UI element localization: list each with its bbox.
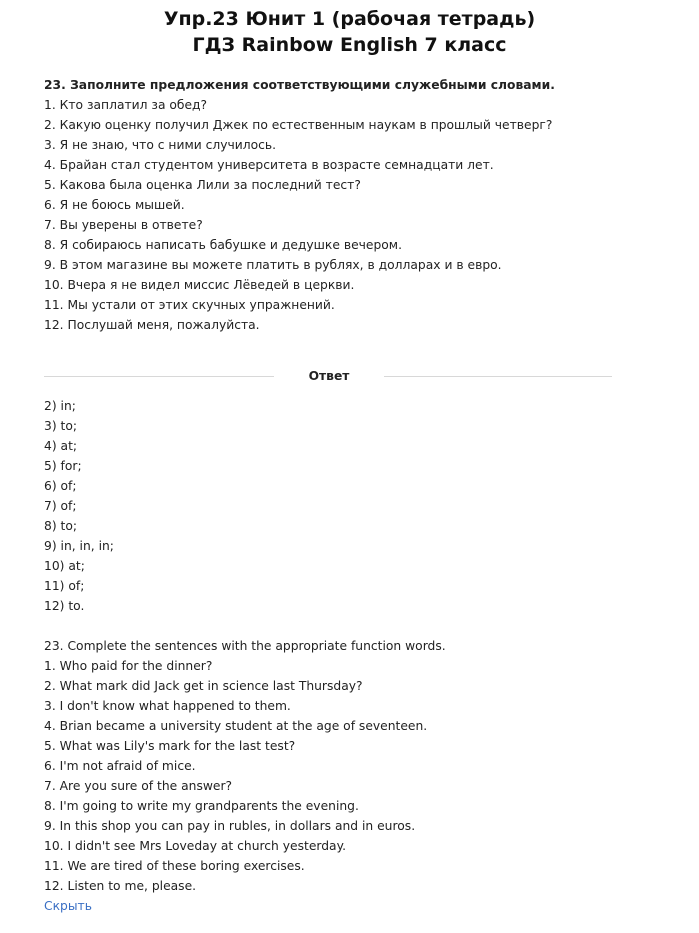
sentence-ru-3: 3. Я не знаю, что с ними случилось.	[44, 138, 277, 152]
sentence-en-1: 1. Who paid for the dinner?	[44, 659, 213, 673]
sentence-en-10: 10. I didn't see Mrs Loveday at church yesterday.	[44, 839, 346, 853]
sentence-en-5: 5. What was Lily's mark for the last test?	[44, 739, 296, 753]
sentence-ru-12: 12. Послушай меня, пожалуйста.	[44, 318, 260, 332]
task-heading-en: 23. Complete the sentences with the appropriate function words.	[44, 639, 446, 653]
sentence-ru-7: 7. Вы уверены в ответе?	[44, 218, 203, 232]
task-russian	[44, 75, 664, 335]
answer-item: 2) in;	[44, 399, 76, 413]
sentence-en-9: 9. In this shop you can pay in rubles, in dollars and in euros.	[44, 819, 416, 833]
sentence-en-12: 12. Listen to me, please.	[44, 879, 197, 893]
sentence-en-11: 11. We are tired of these boring exercises.	[44, 859, 305, 873]
sentence-en-4: 4. Brian became a university student at the age of seventeen.	[44, 719, 428, 733]
answer-item: 3) to;	[44, 419, 78, 433]
sentence-ru-10: 10. Вчера я не видел миссис Лёведей в церкви.	[44, 278, 355, 292]
sentence-en-2: 2. What mark did Jack get in science last Thursday?	[44, 679, 363, 693]
sentence-ru-11: 11. Мы устали от этих скучных упражнений.	[44, 298, 335, 312]
answer-item: 10) at;	[44, 559, 85, 573]
answer-divider	[44, 366, 612, 386]
answer-item: 5) for;	[44, 459, 82, 473]
sentence-ru-5: 5. Какова была оценка Лили за последний тест?	[44, 178, 361, 192]
answer-item: 4) at;	[44, 439, 78, 453]
sentence-en-6: 6. I'm not afraid of mice.	[44, 759, 196, 773]
sentence-ru-8: 8. Я собираюсь написать бабушке и дедушке вечером.	[44, 238, 402, 252]
hide-link[interactable]: Скрыть	[44, 899, 92, 913]
sentence-en-7: 7. Are you sure of the answer?	[44, 779, 233, 793]
task-heading-ru: 23. Заполните предложения соответствующими служебными словами.	[44, 78, 555, 92]
sentence-ru-2: 2. Какую оценку получил Джек по естественным наукам в прошлый четверг?	[44, 118, 553, 132]
answer-item: 8) to;	[44, 519, 78, 533]
answer-item: 6) of;	[44, 479, 77, 493]
answer-item: 7) of;	[44, 499, 77, 513]
answer-item: 12) to.	[44, 599, 85, 613]
sentence-ru-9: 9. В этом магазине вы можете платить в рублях, в долларах и в евро.	[44, 258, 502, 272]
answer-item: 11) of;	[44, 579, 85, 593]
divider-rule-left	[44, 376, 274, 377]
sentence-ru-4: 4. Брайан стал студентом университета в возрасте семнадцати лет.	[44, 158, 494, 172]
page-title-line-1: Упр.23 Юнит 1 (рабочая тетрадь)	[163, 8, 536, 30]
task-english	[44, 636, 664, 896]
answer-heading: Ответ	[308, 369, 350, 383]
answer-item: 9) in, in, in;	[44, 539, 114, 553]
divider-rule-right	[384, 376, 612, 377]
answer-list	[44, 396, 664, 616]
page-title-line-2: ГДЗ Rainbow English 7 класс	[192, 34, 507, 56]
sentence-en-3: 3. I don't know what happened to them.	[44, 699, 291, 713]
sentence-ru-1: 1. Кто заплатил за обед?	[44, 98, 208, 112]
sentence-en-8: 8. I'm going to write my grandparents the evening.	[44, 799, 359, 813]
sentence-ru-6: 6. Я не боюсь мышей.	[44, 198, 185, 212]
